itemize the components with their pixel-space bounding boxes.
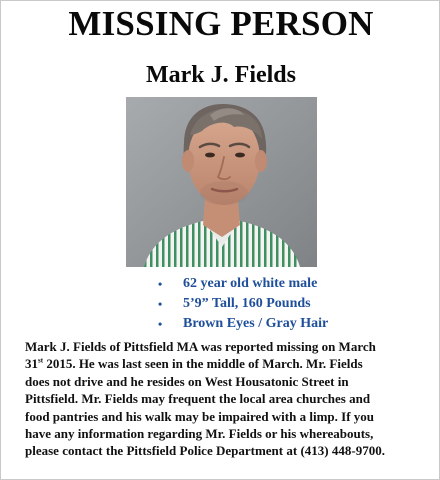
fact-item-height-weight <box>1 294 440 314</box>
fact-item-eyes-hair <box>1 314 440 334</box>
bullet-icon: • <box>158 277 163 291</box>
portrait-photo-icon <box>126 97 317 267</box>
fact-text: Brown Eyes / Gray Hair <box>183 316 329 331</box>
fact-item-age <box>1 274 440 294</box>
bullet-icon: • <box>158 297 163 311</box>
poster-headline: MISSING PERSON <box>68 4 374 43</box>
description-line: Pittsfield. Mr. Fields may frequent the local area churches and <box>25 391 371 407</box>
fact-text: 5’9” Tall, 160 Pounds <box>183 296 311 311</box>
description-line: Mark J. Fields of Pittsfield MA was reported missing on March <box>25 339 376 354</box>
contact-line: please contact the Pittsfield Police Department at (413) 448-9700. <box>25 443 385 459</box>
description-line: have any information regarding Mr. Fields or his whereabouts, <box>25 426 374 442</box>
date-ordinal: st <box>38 357 44 366</box>
description-paragraph <box>25 338 425 460</box>
description-line-rest: 2015. He was last seen in the middle of March. Mr. Fields <box>43 356 363 372</box>
description-line: does not drive and he resides on West Housatonic Street in <box>25 373 349 389</box>
date-day: 31 <box>25 356 38 372</box>
description-line <box>25 355 425 372</box>
bullet-icon: • <box>158 317 163 331</box>
person-photo <box>126 97 317 267</box>
fact-text: 62 year old white male <box>183 276 318 291</box>
person-name: Mark J. Fields <box>146 62 296 88</box>
description-line: food pantries and his walk may be impaired with a limp. If you <box>25 408 375 424</box>
